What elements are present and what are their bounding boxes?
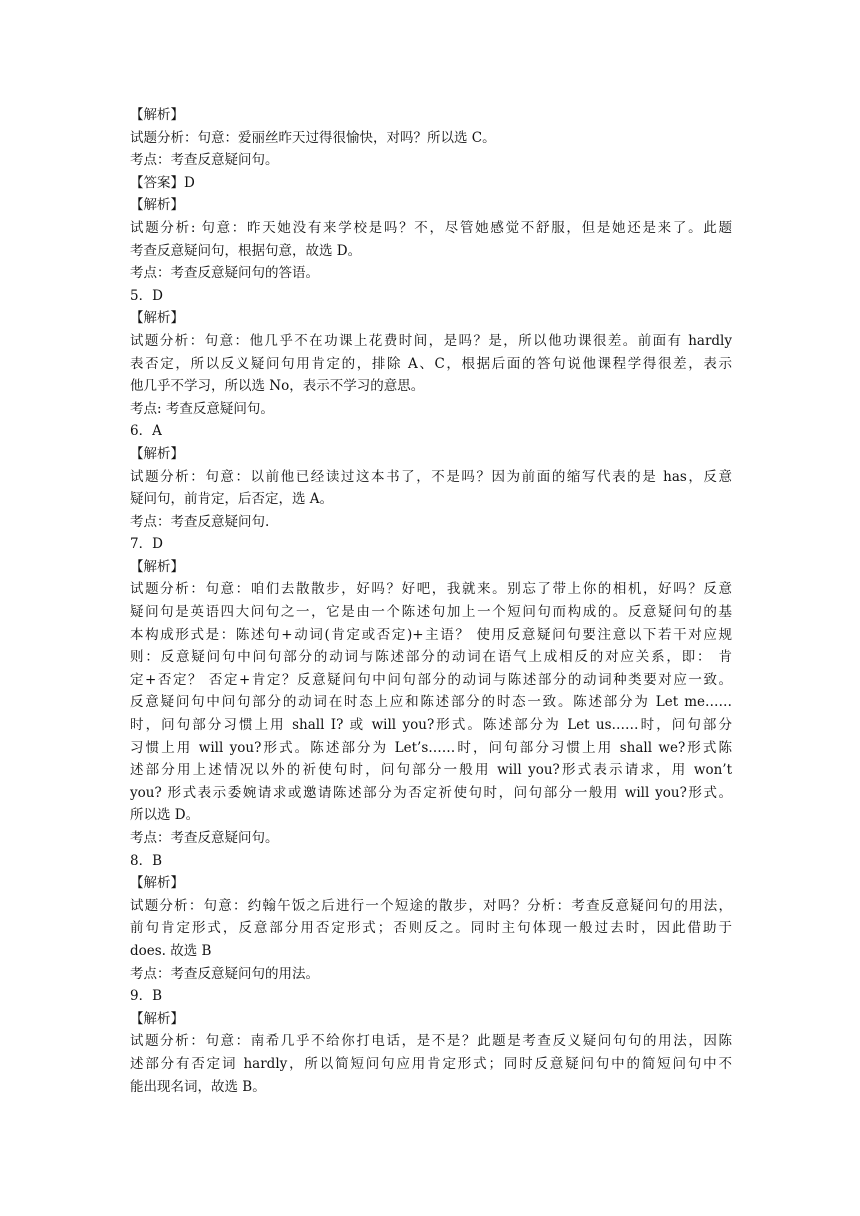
text-line: 试题分析：句意：爱丽丝昨天过得很愉快，对吗？所以选 C。 [130, 129, 496, 146]
text-line: 9．B [130, 988, 163, 1005]
text-line: 时，问句部分习惯上用 shall I? 或 will you?形式。陈述部分为 Let us……时，问句部分 [130, 717, 732, 734]
text-line: 试题分析：句意：他几乎不在功课上花费时间，是吗？是，所以他功课很差。前面有 hardly [130, 332, 732, 349]
text-line: 8．B [130, 852, 163, 869]
text-line: 疑问句是英语四大问句之一，它是由一个陈述句加上一个短问句而构成的。反意疑问句的基 [130, 604, 732, 621]
text-line: 试题分析：句意：咱们去散散步，好吗？好吧，我就来。别忘了带上你的相机，好吗？反意 [130, 581, 732, 598]
text-line: 【解析】 [130, 1010, 184, 1027]
text-line: you? 形式表示委婉请求或邀请陈述部分为否定祈使句时，问句部分一般用 will you?形式。 [130, 784, 732, 801]
text-line: 述部分用上述情况以外的祈使句时，问句部分一般用 will you?形式表示请求，用 won’t [130, 762, 732, 779]
text-line: 【解析】 [130, 558, 184, 575]
text-line: 表否定，所以反义疑问句用肯定的，排除 A、C，根据后面的答句说他课程学得很差，表示 [130, 355, 732, 372]
text-line: 考点：考查反意疑问句。 [130, 152, 279, 169]
text-line: 【解析】 [130, 310, 184, 327]
text-line: 述部分有否定词 hardly，所以简短问句应用肯定形式；同时反意疑问句中的简短问句中不 [130, 1055, 732, 1072]
text-line: 试题分析：句意：南希几乎不给你打电话，是不是？此题是考查反义疑问句句的用法，因陈 [130, 1033, 732, 1050]
text-line: 疑问句，前肯定，后否定，选 A。 [130, 491, 334, 508]
text-line: 前句肯定形式，反意部分用否定形式；否则反之。同时主句体现一般过去时，因此借助于 [130, 920, 732, 937]
text-line: 考点: 考查反意疑问句。 [130, 400, 274, 417]
text-line: 试题分析：句意：以前他已经读过这本书了，不是吗？因为前面的缩写代表的是 has，反意 [130, 468, 732, 485]
text-line: 【解析】 [130, 197, 184, 214]
text-line: 考点：考查反意疑问句. [130, 513, 270, 530]
text-line: 本构成形式是：陈述句+动词(肯定或否定)+主语？ 使用反意疑问句要注意以下若干对应规 [130, 626, 732, 643]
text-line: 考查反意疑问句，根据句意，故选 D。 [130, 242, 362, 259]
text-line: 6．A [130, 423, 162, 440]
text-line: 考点：考查反意疑问句的答语。 [130, 265, 319, 282]
text-line: 习惯上用 will you?形式。陈述部分为 Let’s……时，问句部分习惯上用 shall we?形式陈 [130, 739, 732, 756]
text-line: 【答案】D [130, 174, 195, 191]
text-line: 试题分析：句意：约翰午饭之后进行一个短途的散步，对吗？分析：考查反意疑问句的用法， [130, 897, 732, 914]
text-line: 反意疑问句中问句部分的动词在时态上应和陈述部分的时态一致。陈述部分为 Let me…… [130, 694, 732, 711]
text-line: 则：反意疑问句中问句部分的动词与陈述部分的动词在语气上成相反的对应关系，即： 肯 [130, 649, 732, 666]
text-line: 【解析】 [130, 875, 184, 892]
text-line: 7．D [130, 536, 163, 553]
text-line: 【解析】 [130, 107, 184, 123]
text-line: 定+否定？ 否定+肯定？反意疑问句中问句部分的动词与陈述部分的动词种类要对应一致。 [130, 671, 732, 688]
text-line: 考点：考查反意疑问句。 [130, 830, 279, 846]
text-line: 所以选 D。 [130, 807, 200, 824]
text-line: 5．D [130, 287, 163, 304]
text-line: 能出现名词，故选 B。 [130, 1078, 266, 1095]
text-line: 他几乎不学习，所以选 No，表示不学习的意思。 [130, 378, 425, 395]
document-body [130, 104, 732, 1098]
text-line: 试题分析: 句意：昨天她没有来学校是吗？不，尽管她感觉不舒服，但是她还是来了。此题 [130, 219, 732, 236]
text-line: 【解析】 [130, 445, 184, 462]
text-line: 考点：考查反意疑问句的用法。 [130, 965, 319, 982]
text-line: does. 故选 B [130, 942, 212, 959]
